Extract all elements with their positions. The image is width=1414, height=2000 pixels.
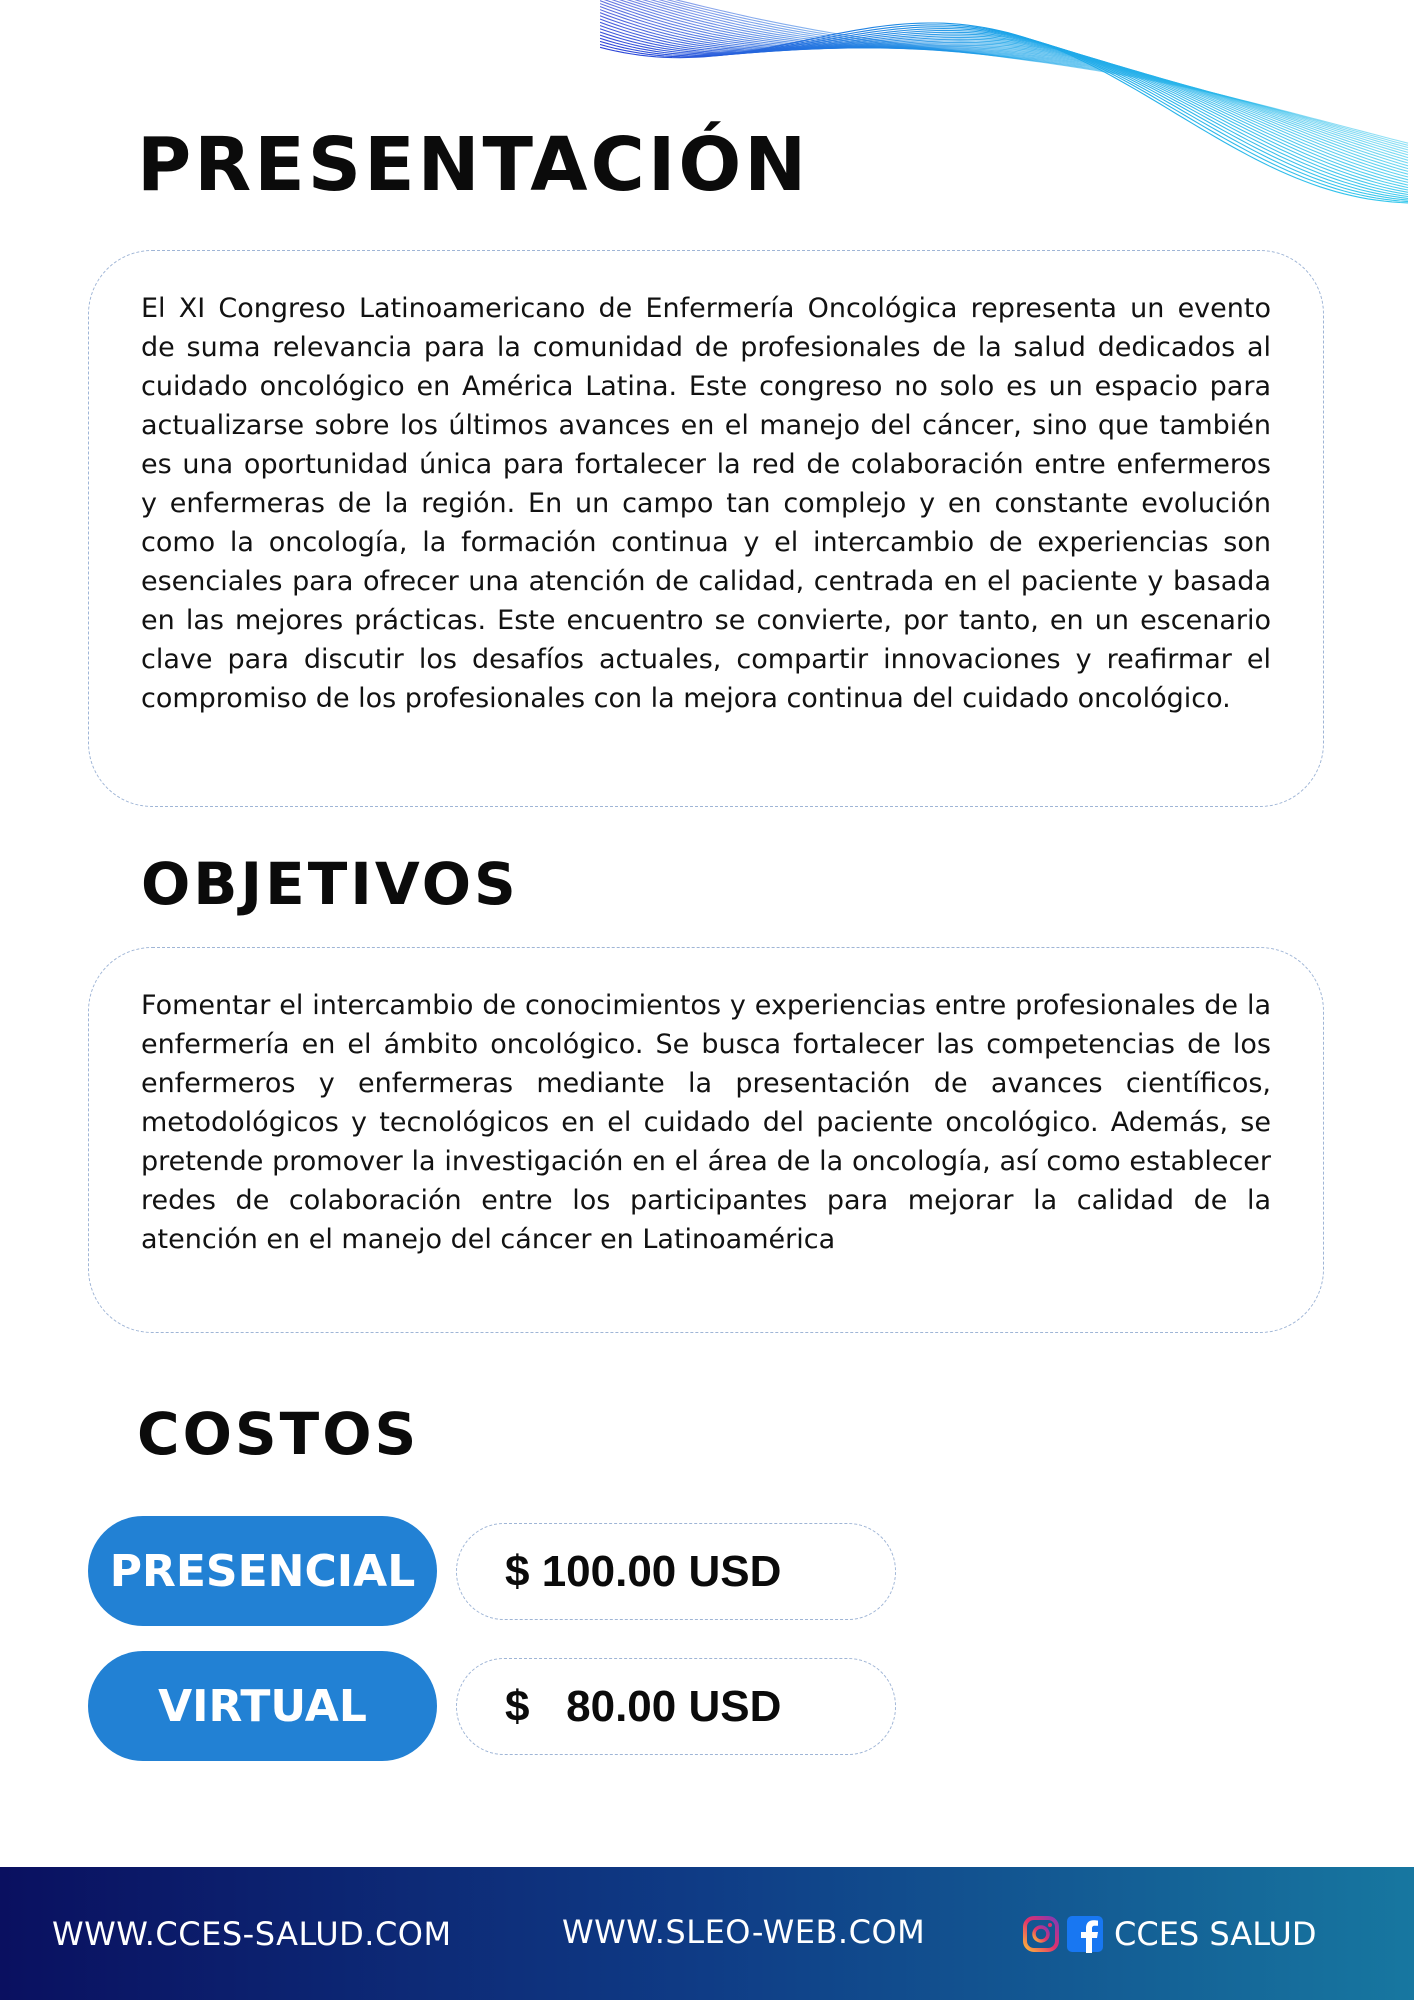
- footer-link-cces[interactable]: WWW.CCES-SALUD.COM: [52, 1915, 452, 1953]
- footer-social[interactable]: [1022, 1915, 1316, 1953]
- footer-social-label: CCES SALUD: [1114, 1915, 1317, 1953]
- presentacion-box: [88, 250, 1324, 807]
- objetivos-box: [88, 947, 1324, 1333]
- facebook-icon[interactable]: [1066, 1915, 1104, 1953]
- footer-bar: [0, 1867, 1414, 2000]
- footer-link-sleo[interactable]: WWW.SLEO-WEB.COM: [562, 1913, 926, 1951]
- virtual-pill: VIRTUAL: [88, 1651, 437, 1761]
- presentacion-text: El XI Congreso Latinoamericano de Enfermería Oncológica representa un evento de suma relevancia para la comunidad de profesionales de la salud dedicados al cuidado oncológico en América Latina. Este congreso no solo es un espacio para actualizarse sobre los últimos avances en el manejo del cáncer, sino que también es una oportunidad única para fortalecer la red de colaboración entre enfermeros y enfermeras de la región. En un campo tan complejo y en constante evolución como la oncología, la formación continua y el intercambio de experiencias son esenciales para ofrecer una atención de calidad, centrada en el paciente y basada en las mejores prácticas. Este encuentro se convierte, por tanto, en un escenario clave para discutir los desafíos actuales, compartir innovaciones y reafirmar el compromiso de los profesionales con la mejora continua del cuidado oncológico.: [141, 293, 1271, 714]
- objetivos-title: OBJETIVOS: [141, 850, 519, 918]
- virtual-price: $ 80.00 USD: [456, 1658, 896, 1755]
- costos-title: COSTOS: [137, 1400, 420, 1468]
- presentacion-title: PRESENTACIÓN: [137, 122, 810, 208]
- instagram-icon[interactable]: [1022, 1915, 1060, 1953]
- objetivos-text: Fomentar el intercambio de conocimientos y experiencias entre profesionales de la enfermería en el ámbito oncológico. Se busca fortalecer las competencias de los enfermeros y enfermeras mediante la presentación de avances científicos, metodológicos y tecnológicos en el cuidado del paciente oncológico. Además, se pretende promover la investigación en el área de la oncología, así como establecer redes de colaboración entre los participantes para mejorar la calidad de la atención en el manejo del cáncer en Latinoamérica: [141, 990, 1271, 1255]
- presencial-pill: PRESENCIAL: [88, 1516, 437, 1626]
- presencial-price: $ 100.00 USD: [456, 1523, 896, 1620]
